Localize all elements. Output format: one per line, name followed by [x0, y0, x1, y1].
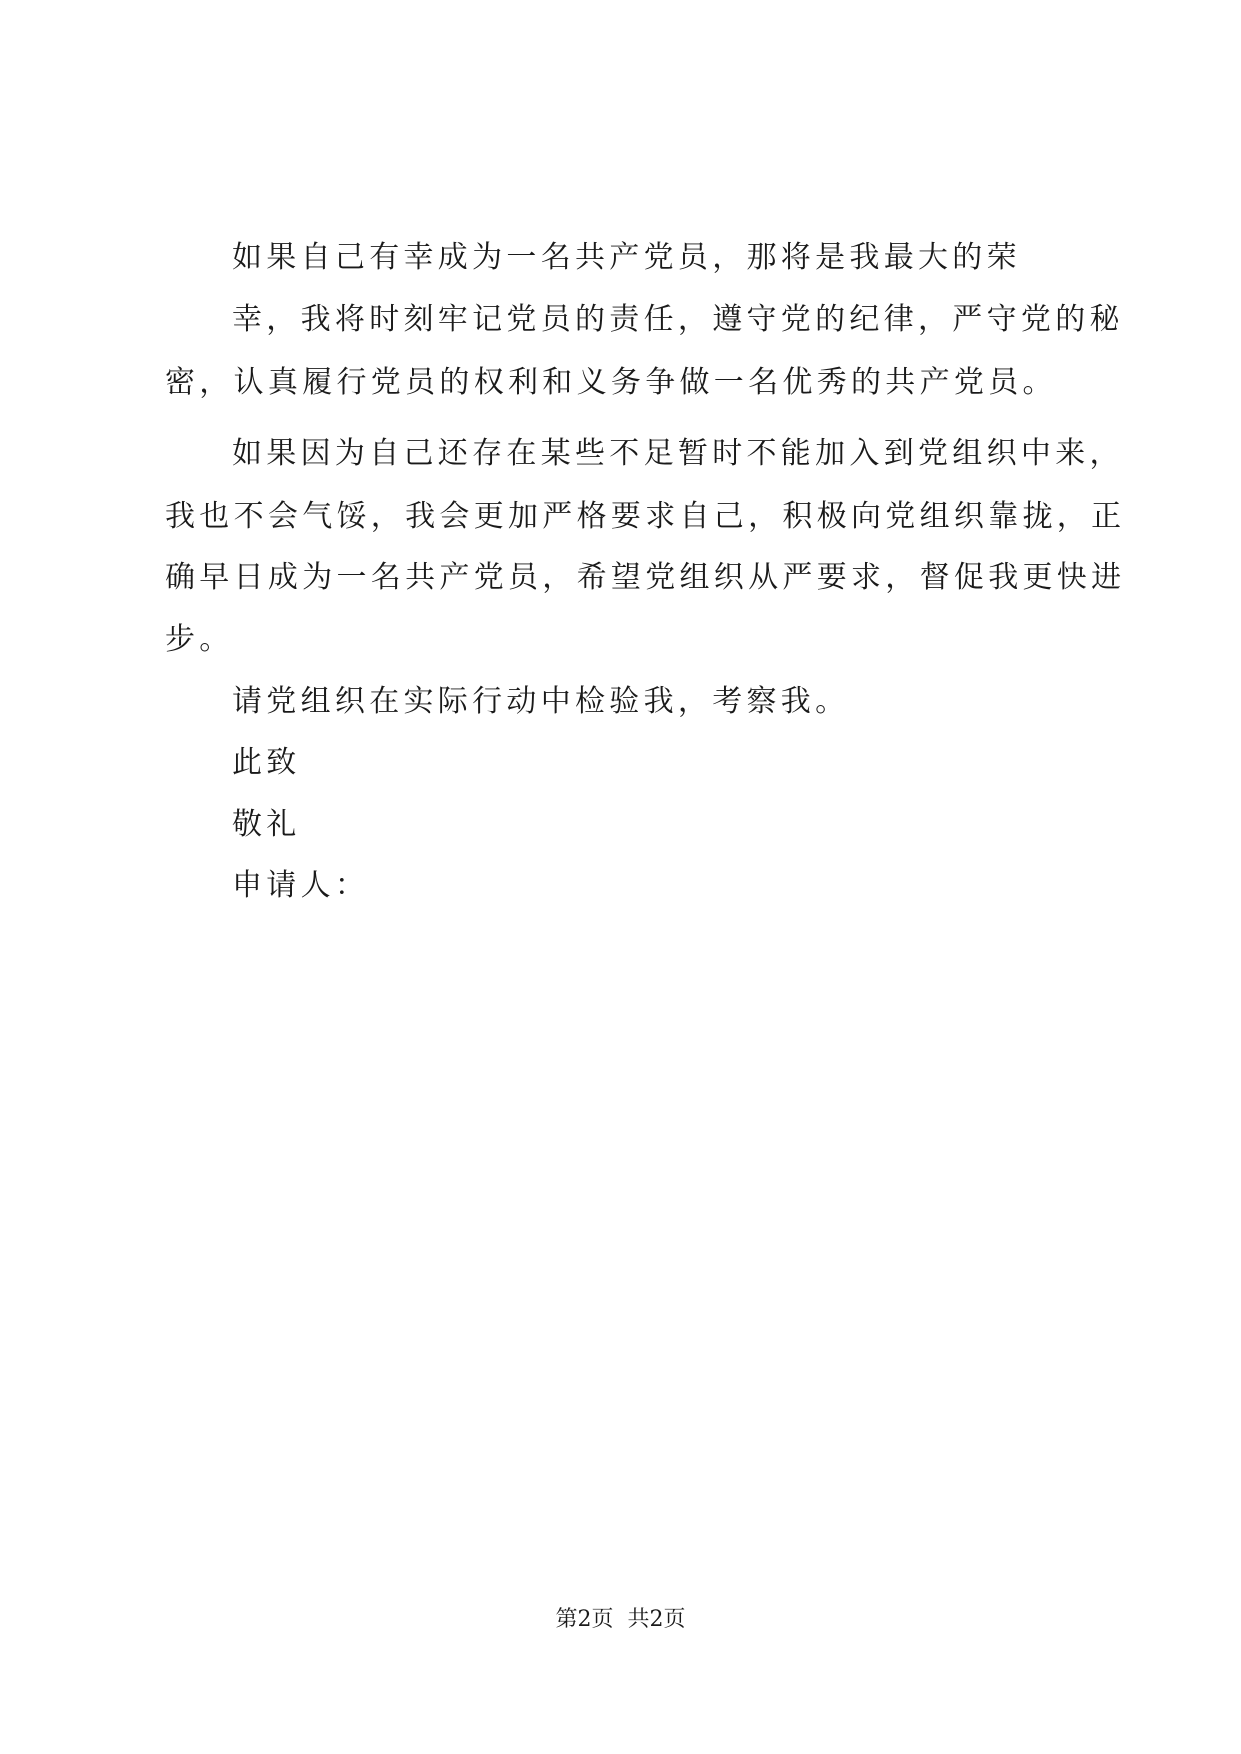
- body-text-line: 如果自己有幸成为一名共产党员，那将是我最大的荣: [232, 240, 1021, 275]
- body-text-line: 幸，我将时刻牢记党员的责任，遵守党的纪律，严守党的秘: [232, 302, 1124, 337]
- body-text-line: 密，认真履行党员的权利和义务争做一名优秀的共产党员。: [165, 365, 1057, 400]
- body-text-line: 请党组织在实际行动中检验我，考察我。: [232, 684, 850, 719]
- body-text-line: 如果因为自己还存在某些不足暂时不能加入到党组织中来，: [232, 436, 1124, 471]
- page-number-total: 共2页: [627, 1607, 686, 1632]
- body-text-line: 步。: [165, 622, 234, 657]
- closing-salutation: 此致: [232, 745, 301, 780]
- page-footer: [0, 1605, 1241, 1635]
- body-text-line: 我也不会气馁，我会更加严格要求自己，积极向党组织靠拢，正: [165, 499, 1126, 534]
- closing-regards: 敬礼: [232, 807, 301, 842]
- applicant-signature-label: 申请人：: [232, 868, 370, 903]
- page-number-current: 第2页: [555, 1607, 614, 1632]
- body-text-line: 确早日成为一名共产党员，希望党组织从严要求，督促我更快进: [165, 560, 1126, 595]
